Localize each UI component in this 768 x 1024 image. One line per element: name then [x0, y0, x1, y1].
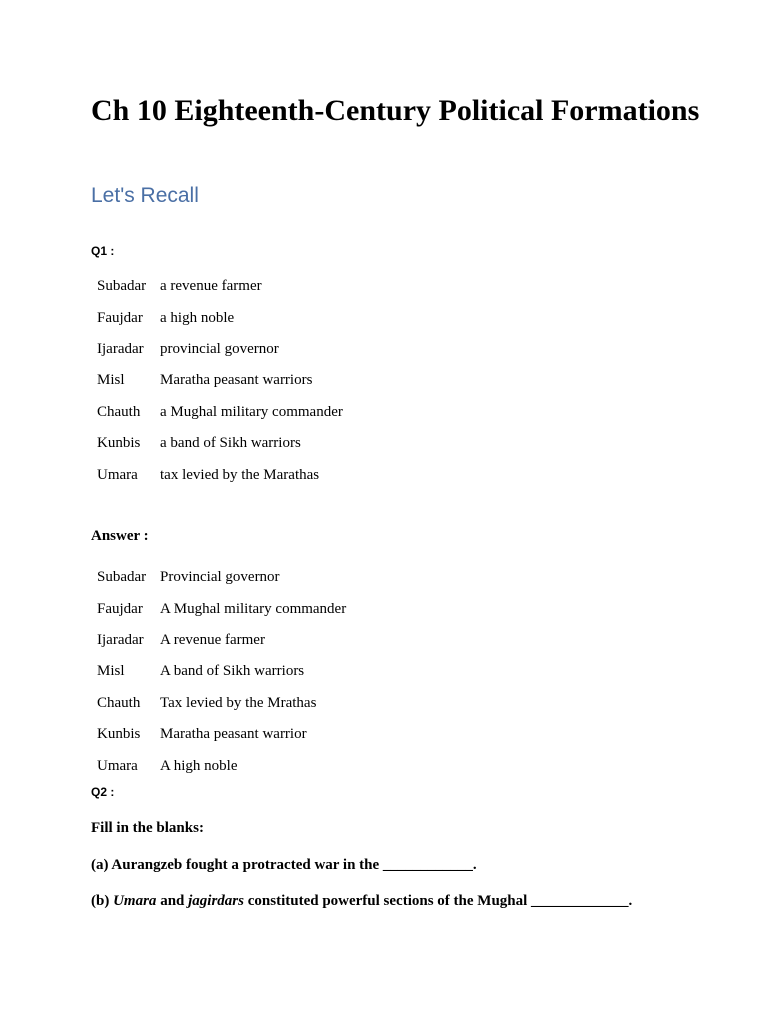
meaning-cell: A band of Sikh warriors [160, 663, 305, 680]
term-cell: Umara [97, 466, 138, 483]
question-2-label: Q2 : [91, 785, 115, 799]
table-row [91, 656, 346, 687]
blank-b-and: and [156, 893, 189, 909]
fill-in-blanks-heading: Fill in the blanks: [91, 820, 204, 836]
meaning-cell: A high noble [160, 757, 238, 774]
meaning-cell: Provincial governor [160, 569, 280, 586]
blank-b-word-umara: Umara [113, 893, 157, 909]
table-row [91, 397, 343, 428]
term-cell: Chauth [97, 403, 141, 420]
term-cell: Chauth [97, 694, 141, 711]
meaning-cell: a high noble [160, 309, 235, 326]
question-1-table [91, 271, 343, 491]
table-row [91, 750, 346, 781]
table-row [91, 459, 343, 490]
blank-question-b [91, 891, 632, 911]
meaning-cell: a revenue farmer [160, 278, 262, 295]
term-cell: Subadar [97, 278, 147, 295]
term-cell: Kunbis [97, 726, 141, 743]
table-row [91, 593, 346, 624]
meaning-cell: a Mughal military commander [160, 403, 343, 420]
term-cell: Kunbis [97, 435, 141, 452]
table-row [91, 271, 343, 302]
meaning-cell: A Mughal military commander [160, 600, 347, 617]
table-row [91, 688, 346, 719]
table-row [91, 428, 343, 459]
table-row [91, 302, 343, 333]
blank-b-word-jagirdars: jagirdars [188, 893, 244, 909]
meaning-cell: tax levied by the Marathas [160, 466, 320, 483]
table-row [91, 625, 346, 656]
term-cell: Misl [97, 372, 125, 389]
section-subtitle: Let's Recall [91, 184, 199, 207]
meaning-cell: Maratha peasant warriors [160, 372, 313, 389]
meaning-cell: provincial governor [160, 340, 279, 357]
question-1-label: Q1 : [91, 244, 115, 258]
term-cell: Subadar [97, 569, 147, 586]
term-cell: Ijaradar [97, 631, 144, 648]
page-title: Ch 10 Eighteenth-Century Political Formations [91, 94, 700, 127]
answer-label: Answer : [91, 528, 149, 544]
term-cell: Ijaradar [97, 340, 144, 357]
meaning-cell: a band of Sikh warriors [160, 435, 301, 452]
table-row [91, 365, 343, 396]
term-cell: Misl [97, 663, 125, 680]
meaning-cell: A revenue farmer [160, 631, 265, 648]
term-cell: Faujdar [97, 309, 143, 326]
meaning-cell: Maratha peasant warrior [160, 726, 307, 743]
blank-question-a: (a) Aurangzeb fought a protracted war in the ____________. [91, 857, 477, 873]
answer-table [91, 562, 346, 782]
meaning-cell: Tax levied by the Mrathas [160, 694, 317, 711]
term-cell: Umara [97, 757, 138, 774]
table-row [91, 334, 343, 365]
table-row [91, 562, 346, 593]
term-cell: Faujdar [97, 600, 143, 617]
blank-b-rest: constituted powerful sections of the Mughal _____________. [243, 893, 633, 909]
table-row [91, 719, 346, 750]
blank-b-prefix: (b) [91, 893, 114, 909]
